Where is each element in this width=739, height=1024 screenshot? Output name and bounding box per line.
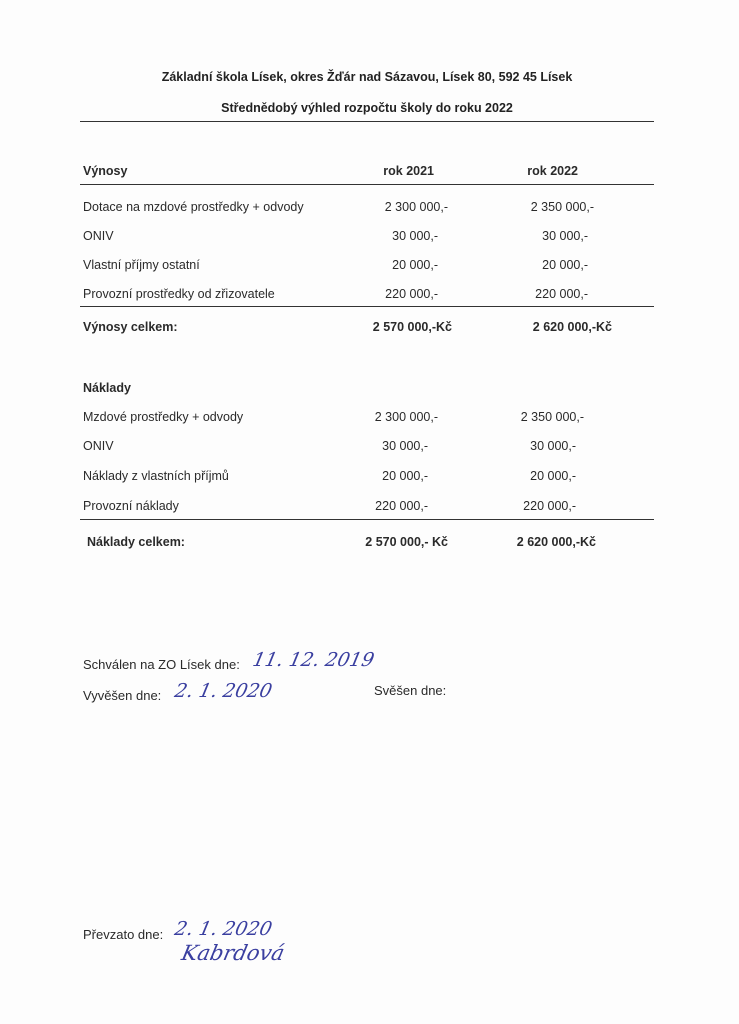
row-value-2022: 2 350 000,-	[530, 200, 594, 214]
table-row	[80, 200, 654, 220]
signature-handwritten: Kabrdová	[179, 941, 287, 965]
row-value-2021: 2 300 000,-	[384, 200, 448, 214]
receipt-label: Převzato dne:	[83, 927, 164, 942]
row-value-2022: 30 000,-	[542, 229, 588, 243]
receipt-signature	[179, 941, 287, 965]
posted-line	[83, 680, 274, 705]
row-label: ONIV	[83, 439, 114, 453]
row-label: Provozní prostředky od zřizovatele	[83, 287, 275, 301]
row-label: ONIV	[83, 229, 114, 243]
revenue-heading: Výnosy	[83, 164, 128, 178]
revenue-total-row	[80, 320, 654, 340]
row-value-2021: 30 000,-	[382, 439, 428, 453]
row-label: Provozní náklady	[83, 499, 179, 513]
row-value-2021: 220 000,-	[385, 287, 438, 301]
table-row	[80, 410, 654, 430]
revenue-total-rule	[80, 306, 654, 307]
posted-date-handwritten: 2. 1. 2020	[172, 680, 274, 702]
row-label: Dotace na mzdové prostředky + odvody	[83, 200, 304, 214]
row-value-2021: 2 300 000,-	[374, 410, 438, 424]
document-title: Střednědobý výhled rozpočtu školy do roku 2022	[221, 101, 513, 115]
costs-total-label: Náklady celkem:	[87, 535, 185, 549]
col-2022-header: rok 2022	[527, 164, 578, 178]
row-value-2022: 2 350 000,-	[520, 410, 584, 424]
col-2021-header: rok 2021	[383, 164, 434, 178]
row-value-2022: 30 000,-	[530, 439, 576, 453]
row-label: Náklady z vlastních příjmů	[83, 469, 229, 483]
row-value-2021: 20 000,-	[392, 258, 438, 272]
table-row	[80, 469, 654, 489]
revenue-total-2022: 2 620 000,-Kč	[532, 320, 612, 334]
costs-heading: Náklady	[83, 381, 131, 395]
row-label: Mzdové prostředky + odvody	[83, 410, 244, 424]
row-value-2022: 20 000,-	[530, 469, 576, 483]
row-label: Vlastní příjmy ostatní	[83, 258, 200, 272]
table-row	[80, 229, 654, 249]
approved-date-handwritten: 11. 12. 2019	[251, 649, 377, 671]
revenue-total-2021: 2 570 000,-Kč	[372, 320, 452, 334]
costs-total-row	[80, 535, 654, 555]
receipt-date-handwritten: 2. 1. 2020	[172, 918, 274, 940]
revenue-header-rule	[80, 184, 654, 185]
row-value-2021: 20 000,-	[382, 469, 428, 483]
posted-label: Vyvěšen dne:	[83, 688, 162, 703]
table-row	[80, 499, 654, 519]
costs-total-rule	[80, 519, 654, 520]
row-value-2022: 20 000,-	[542, 258, 588, 272]
table-row	[80, 439, 654, 459]
header-rule	[80, 121, 654, 122]
row-value-2022: 220 000,-	[535, 287, 588, 301]
approved-label: Schválen na ZO Lísek dne:	[83, 657, 240, 672]
revenue-total-label: Výnosy celkem:	[83, 320, 178, 334]
table-row	[80, 287, 654, 307]
row-value-2022: 220 000,-	[523, 499, 576, 513]
costs-total-2021: 2 570 000,- Kč	[365, 535, 448, 549]
costs-total-2022: 2 620 000,-Kč	[516, 535, 596, 549]
removed-label: Svěšen dne:	[374, 683, 447, 698]
school-header: Základní škola Lísek, okres Žďár nad Sázavou, Lísek 80, 592 45 Lísek	[161, 70, 573, 84]
table-row	[80, 258, 654, 278]
row-value-2021: 30 000,-	[392, 229, 438, 243]
approved-line	[83, 649, 377, 674]
row-value-2021: 220 000,-	[375, 499, 428, 513]
revenue-header-row	[80, 164, 654, 184]
